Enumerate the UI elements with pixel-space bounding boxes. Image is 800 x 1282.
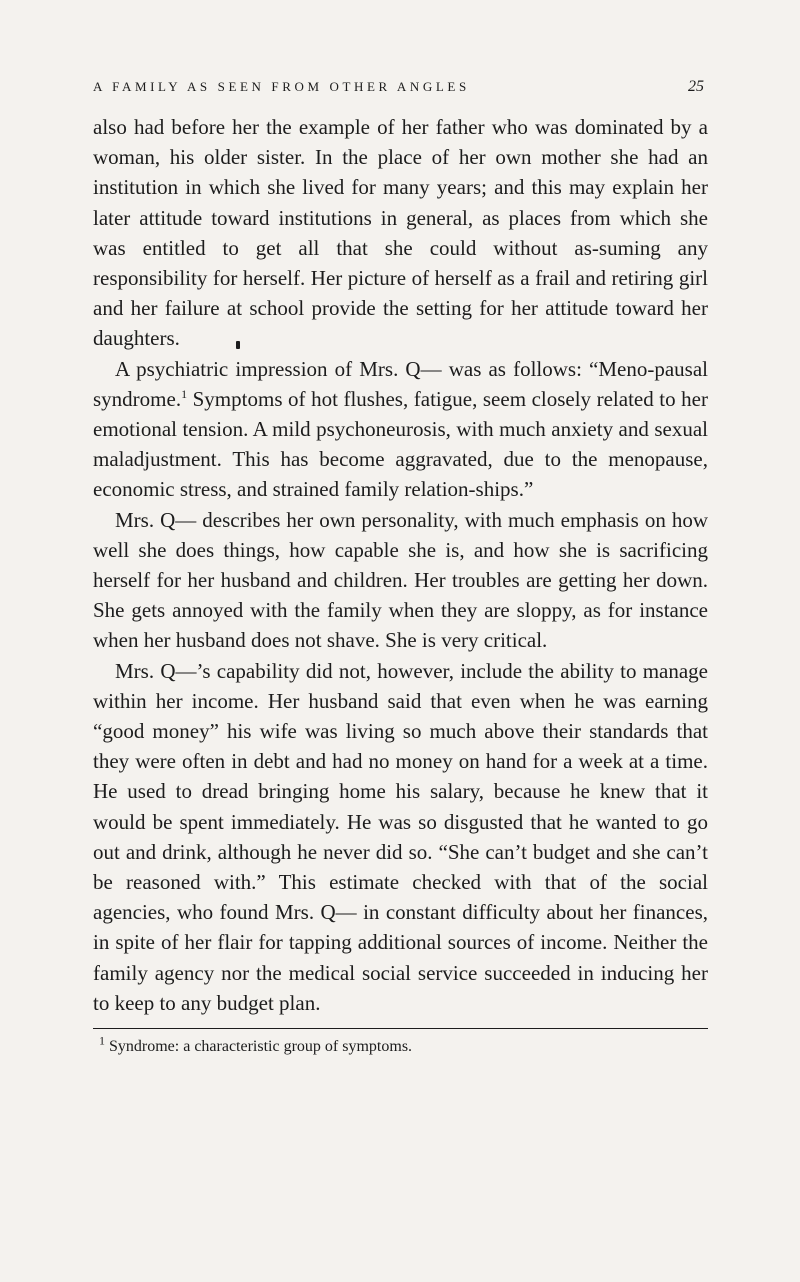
paragraph-1-text: also had before her the example of her father who was dominated by a woman, his older sister. In the place of her own mother she had an institution in which she lived for many years; and this may explain her later attitude toward institutions in general, as places from which she was entitled to get all that she could without as-suming any responsibility for herself. Her picture of herself as a frail and retiring girl and her failure at school provide the setting for her attitude toward her daughters. [93,115,708,351]
footnote-rule [93,1028,708,1029]
body-text [93,112,708,1018]
page [93,78,708,1057]
page-number: 25 [688,78,704,95]
footnote-marker: 1 [99,1033,105,1048]
paragraph-2-text-b: Symptoms of hot flushes, fatigue, seem closely related to her emotional tension. A mild psychoneurosis, with much anxiety and sexual maladjustment. This has become aggravated, due to the menopause, economic stress, and strained family relation-ships.” [93,386,708,502]
running-title: A FAMILY AS SEEN FROM OTHER ANGLES [93,79,470,94]
paragraph-1 [93,112,708,354]
paragraph-2-text-a: A psychiatric impression of Mrs. Q— was as follows: “Meno-pausal syndrome. [93,356,708,411]
stray-mark [236,341,240,349]
paragraph-3: Mrs. Q— describes her own personality, with much emphasis on how well she does things, how capable she is, and how she is sacrificing herself for her husband and children. Her troubles are getting her down. She gets annoyed with the family when they are sloppy, as for instance when her husband does not shave. She is very critical. [93,507,708,653]
footnote-reference: 1 [181,386,188,401]
paragraph-4: Mrs. Q—’s capability did not, however, include the ability to manage within her income. Her husband said that even when he was earning “good money” his wife was living so much above their standards that they were often in debt and had no money on hand for a week at a time. He used to dread bringing home his salary, because he knew that it would be spent immediately. He was so disgusted that he wanted to go out and drink, although he never did so. “She can’t budget and she can’t be reasoned with.” This estimate checked with that of the social agencies, who found Mrs. Q— in constant difficulty about her finances, in spite of her flair for tapping additional sources of income. Neither the family agency nor the medical social service succeeded in inducing her to keep to any budget plan. [93,658,708,1015]
footnote-text: Syndrome: a characteristic group of symptoms. [109,1038,413,1056]
paragraph-2 [93,354,708,505]
footnote [93,1033,708,1057]
running-head [93,78,708,112]
